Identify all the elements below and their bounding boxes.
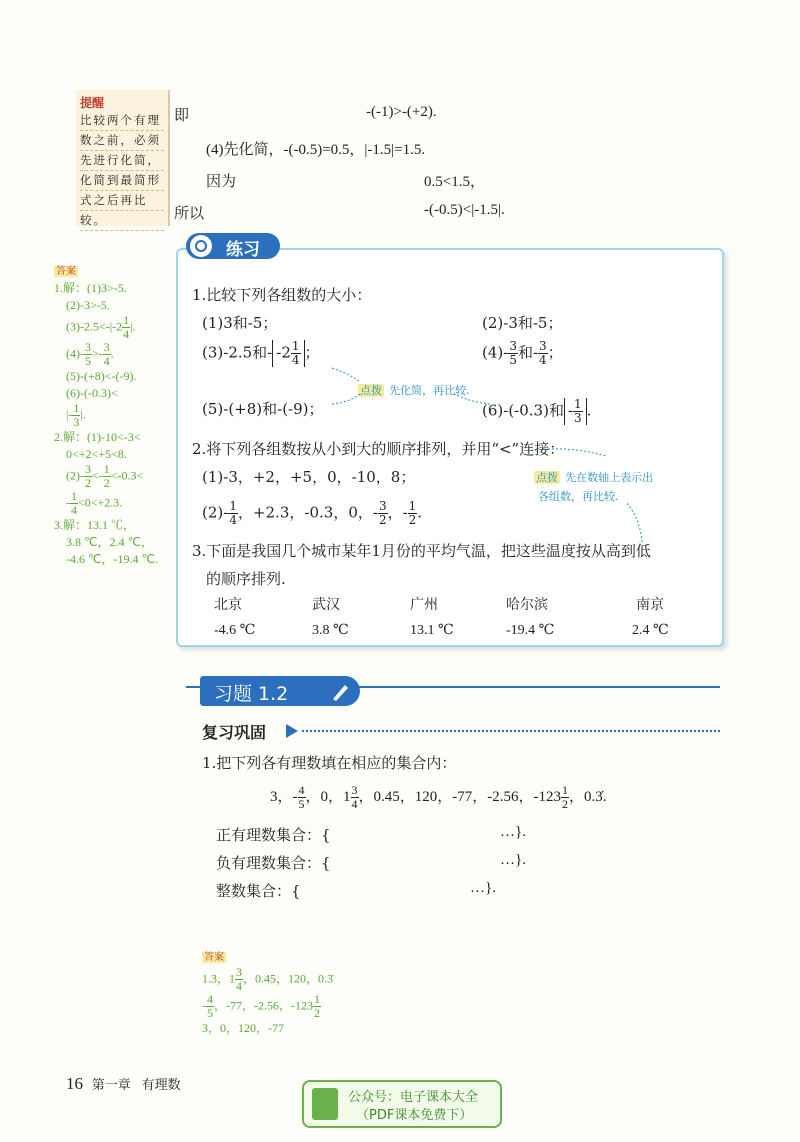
fraction bbox=[235, 966, 243, 993]
practice-icon bbox=[190, 235, 212, 257]
exercise-q1: 1.把下列各有理数填在相应的集合内： bbox=[202, 754, 457, 772]
fraction bbox=[538, 340, 548, 367]
watermark bbox=[302, 1080, 502, 1128]
practice-q1-5: (5)-(+8)和-(-9)； bbox=[202, 400, 324, 418]
city-temp: -19.4 ℃ bbox=[506, 623, 555, 638]
line3-expr: 0.5<1.5， bbox=[424, 174, 485, 190]
numerator: 1 bbox=[408, 499, 417, 513]
answer-line: 3.8 ℃，2.4 ℃， bbox=[66, 535, 153, 549]
line1-lead: 即 bbox=[174, 106, 190, 124]
tip-line: 比较两个有理 bbox=[80, 111, 164, 131]
q1-6-text: (6)-(-0.3)和 bbox=[482, 401, 564, 420]
denominator: 2 bbox=[85, 476, 91, 490]
answers-left bbox=[54, 262, 174, 568]
nums-c: ，0.45，120，-77，-2.56，-123 bbox=[358, 788, 562, 805]
numerator: 1 bbox=[123, 313, 130, 327]
denominator: 4 bbox=[229, 513, 237, 527]
denominator: 4 bbox=[351, 797, 358, 811]
denominator: 2 bbox=[408, 513, 417, 527]
practice-q1-4: (4)- $\frac{3}{5}$ 和- $\frac{3}{4}$ ； bbox=[482, 339, 563, 367]
denominator: 4 bbox=[539, 353, 547, 367]
numerator: 4 bbox=[207, 992, 213, 1006]
city-name: 武汉 bbox=[312, 597, 340, 613]
numerator: 3 bbox=[85, 340, 91, 354]
practice-q1: 1.比较下列各组数的大小： bbox=[192, 286, 372, 304]
answer-line: |- $\frac{1}{3}$ |. bbox=[66, 401, 86, 429]
nums-a: 3，- bbox=[270, 788, 298, 805]
fraction bbox=[508, 340, 518, 367]
answer-line: (3)-2.5<-|-2 $\frac{1}{4}$ |. bbox=[66, 313, 136, 341]
answer-line: -4.6 ℃，-19.4 ℃. bbox=[66, 552, 158, 566]
practice-q2: 2.将下列各组数按从小到大的顺序排列，并用“<”连接： bbox=[192, 440, 565, 458]
numerator: 1 bbox=[562, 783, 569, 797]
exercise-tab bbox=[200, 676, 360, 706]
line2: (4)先化简，-(-0.5)=0.5，|-1.5|=1.5. bbox=[206, 142, 426, 158]
city-name: 广州 bbox=[410, 597, 438, 613]
city-name: 哈尔滨 bbox=[506, 597, 548, 613]
tip-line: 较。 bbox=[80, 211, 164, 231]
fraction bbox=[72, 402, 80, 429]
answer-line-text: 1.3，1 bbox=[202, 971, 236, 986]
fraction bbox=[313, 993, 321, 1020]
fraction bbox=[206, 993, 214, 1020]
hint2-text-b: 各组数，再比较. bbox=[538, 490, 619, 503]
answer-line: (6)-(-0.3)< bbox=[66, 386, 118, 400]
practice-q1-3: (3)-2.5和- -2 $\frac{1}{4}$ ； bbox=[202, 339, 320, 367]
set-negative: 负有理数集合：{ bbox=[216, 854, 331, 872]
numerator: 1 bbox=[103, 462, 110, 476]
hint2-text-a: 先在数轴上表示出 bbox=[565, 471, 654, 484]
book-icon bbox=[312, 1088, 338, 1120]
answer-line: 2.解：(1)-10<-3< bbox=[54, 430, 141, 444]
denominator: 4 bbox=[123, 327, 130, 341]
nums-d: ，0.3̇. bbox=[569, 788, 607, 805]
numerator: 1 bbox=[71, 489, 77, 503]
answer-line: (2)-3>-5. bbox=[66, 298, 110, 312]
arrow-right-icon bbox=[286, 724, 298, 738]
pencil-icon bbox=[330, 682, 350, 702]
line4-expr: -(-0.5)<|-1.5|. bbox=[424, 202, 505, 218]
fraction bbox=[103, 463, 111, 490]
practice-q1-6: (6)-(-0.3)和 - $\frac{1}{3}$ . bbox=[482, 397, 592, 425]
city-temp: 2.4 ℃ bbox=[632, 623, 669, 638]
nums-b: ，0，1 bbox=[305, 788, 351, 805]
fraction bbox=[573, 398, 583, 425]
set-integer: 整数集合：{ bbox=[216, 882, 301, 900]
answer-line: (2)- $\frac{3}{2}$ <- $\frac{1}{2}$ <-0.3< bbox=[66, 462, 144, 490]
practice-tab bbox=[186, 233, 280, 259]
numerator: 1 bbox=[314, 992, 320, 1006]
watermark-line1: 公众号：电子课本大全 bbox=[348, 1090, 479, 1105]
answer-line: (5)-(+8)<-(-9). bbox=[66, 369, 137, 383]
denominator: 5 bbox=[298, 797, 305, 811]
fraction bbox=[291, 340, 301, 367]
denominator: 5 bbox=[509, 353, 517, 367]
fraction bbox=[378, 500, 388, 527]
answer-label: 答案 bbox=[204, 952, 224, 963]
numerator: 3 bbox=[539, 339, 547, 353]
numerator: 3 bbox=[351, 783, 358, 797]
chapter-title: 有理数 bbox=[141, 1078, 181, 1093]
abs-value bbox=[272, 340, 304, 367]
denominator: 4 bbox=[71, 503, 77, 517]
answer-line-text: ，0.45，120，0.3̇ bbox=[243, 971, 334, 986]
review-heading: 复习巩固 bbox=[202, 723, 267, 742]
answer-line: 1.解：(1)3>-5. bbox=[54, 281, 127, 295]
fraction bbox=[84, 341, 92, 368]
fraction bbox=[103, 341, 111, 368]
practice-title: 练习 bbox=[226, 240, 260, 260]
numerator: 3 bbox=[509, 339, 517, 353]
fraction bbox=[70, 490, 78, 517]
line3-lead: 因为 bbox=[206, 172, 237, 190]
hint2-arrows bbox=[530, 446, 650, 546]
denominator: 4 bbox=[291, 353, 300, 367]
hint2-tag: 点拨 bbox=[536, 471, 558, 484]
numerator: 3 bbox=[103, 340, 110, 354]
hint1-tag: 点拨 bbox=[360, 384, 382, 397]
hint1-arrows bbox=[330, 360, 500, 410]
city-temp: -4.6 ℃ bbox=[214, 623, 256, 638]
watermark-line2: （PDF课本免费下） bbox=[356, 1108, 473, 1123]
line4-lead: 所以 bbox=[174, 204, 205, 222]
answer-line-text: (3)-2.5<- bbox=[66, 319, 110, 334]
tip-line: 化简到最简形 bbox=[80, 171, 164, 191]
q1-4-and: 和- bbox=[517, 343, 539, 362]
tip-line: 式之后再比 bbox=[80, 191, 164, 211]
numerator: 3 bbox=[378, 499, 387, 513]
set-end: …}. bbox=[470, 880, 496, 896]
city-temp: 3.8 ℃ bbox=[312, 623, 349, 638]
answer-line-text: (4)- bbox=[66, 346, 84, 361]
answers-bottom bbox=[202, 948, 333, 1037]
hint1-text: 先化简，再比较. bbox=[389, 384, 470, 397]
answer-line-text: ，-77，-2.56，-123 bbox=[214, 998, 313, 1013]
denominator: 2 bbox=[562, 797, 569, 811]
fraction bbox=[561, 784, 569, 811]
tip-title: 提醒 bbox=[80, 96, 105, 110]
practice-q3-b: 的顺序排列. bbox=[206, 570, 286, 588]
answer-label: 答案 bbox=[56, 266, 76, 277]
fraction bbox=[84, 463, 92, 490]
numerator: 1 bbox=[574, 397, 582, 411]
denominator: 3 bbox=[73, 415, 80, 429]
answer-line-text: (2)- bbox=[66, 468, 84, 483]
page-footer bbox=[66, 1074, 181, 1094]
answer-line: 0<+2<+5<8. bbox=[66, 447, 127, 461]
fraction bbox=[298, 784, 306, 811]
line1-expr: -(-1)>-(+2). bbox=[366, 104, 437, 120]
fraction bbox=[408, 500, 418, 527]
city-temp: 13.1 ℃ bbox=[410, 623, 454, 638]
set-end: …}. bbox=[500, 852, 526, 868]
abs-value: - $\frac{1}{3}$ bbox=[564, 398, 587, 425]
denominator: 2 bbox=[314, 1006, 320, 1020]
practice-q1-1: (1)3和-5； bbox=[202, 314, 278, 332]
fraction bbox=[228, 500, 238, 527]
q1-4-text: (4)- bbox=[482, 343, 509, 362]
answer-line-text: - bbox=[202, 998, 206, 1013]
mixed-whole: -2 bbox=[276, 343, 291, 362]
numerator: 3 bbox=[236, 965, 243, 979]
exercise-title: 习题 1.2 bbox=[214, 683, 289, 705]
answer-line bbox=[202, 966, 333, 993]
practice-q1-2: (2)-3和-5； bbox=[482, 314, 563, 332]
fraction bbox=[351, 784, 359, 811]
set-end: …}. bbox=[500, 824, 526, 840]
practice-q2-1: (1)-3，+2，+5，0，-10，8； bbox=[202, 468, 416, 486]
q2-2-a: (2)- bbox=[202, 503, 229, 522]
answer-line: (4)- $\frac{3}{5}$ >- $\frac{3}{4}$ . bbox=[66, 340, 114, 368]
answer-line: - $\frac{1}{4}$ <0<+2.3. bbox=[66, 489, 123, 517]
q1-3-text: (3)-2.5和- bbox=[202, 343, 273, 362]
q2-2-b: ，+2.3，-0.3，0，- bbox=[237, 503, 378, 522]
numerator: 1 bbox=[229, 499, 237, 513]
fraction bbox=[122, 314, 130, 341]
chapter-label: 第一章 bbox=[91, 1078, 131, 1093]
q2-2-c: ，- bbox=[387, 503, 408, 522]
denominator: 4 bbox=[103, 354, 110, 368]
numerator: 1 bbox=[291, 339, 300, 353]
city-name: 南京 bbox=[636, 597, 664, 613]
answer-line bbox=[202, 993, 333, 1020]
denominator: 3 bbox=[574, 411, 582, 425]
exercise-numbers bbox=[270, 784, 607, 811]
answer-line: 3.解：13.1 ℃， bbox=[54, 518, 136, 532]
answer-line: 3，0，120，-77 bbox=[202, 1021, 284, 1035]
denominator: 5 bbox=[207, 1006, 213, 1020]
tip-line: 数之前，必须 bbox=[80, 131, 164, 151]
denominator: 2 bbox=[103, 476, 110, 490]
denominator: 2 bbox=[378, 513, 387, 527]
tip-line: 先进行化简， bbox=[80, 151, 164, 171]
practice-q2-2: (2)- $\frac{1}{4}$ ，+2.3，-0.3，0，- $\frac{3}{2}$ ，- $\frac{1}{2}$ . bbox=[202, 499, 423, 527]
city-name: 北京 bbox=[214, 597, 242, 613]
numerator: 1 bbox=[73, 401, 80, 415]
practice-q3-a: 3.下面是我国几个城市某年1月份的平均气温，把这些温度按从高到低 bbox=[192, 542, 651, 560]
set-positive: 正有理数集合：{ bbox=[216, 826, 331, 844]
dotted-divider bbox=[302, 730, 720, 732]
denominator: 5 bbox=[85, 354, 91, 368]
answer-line-text: <0<+2.3. bbox=[78, 495, 123, 510]
denominator: 4 bbox=[236, 979, 243, 993]
numerator: 3 bbox=[85, 462, 91, 476]
page-number: 16 bbox=[66, 1074, 83, 1093]
tip-box bbox=[76, 90, 170, 226]
numerator: 4 bbox=[298, 783, 305, 797]
